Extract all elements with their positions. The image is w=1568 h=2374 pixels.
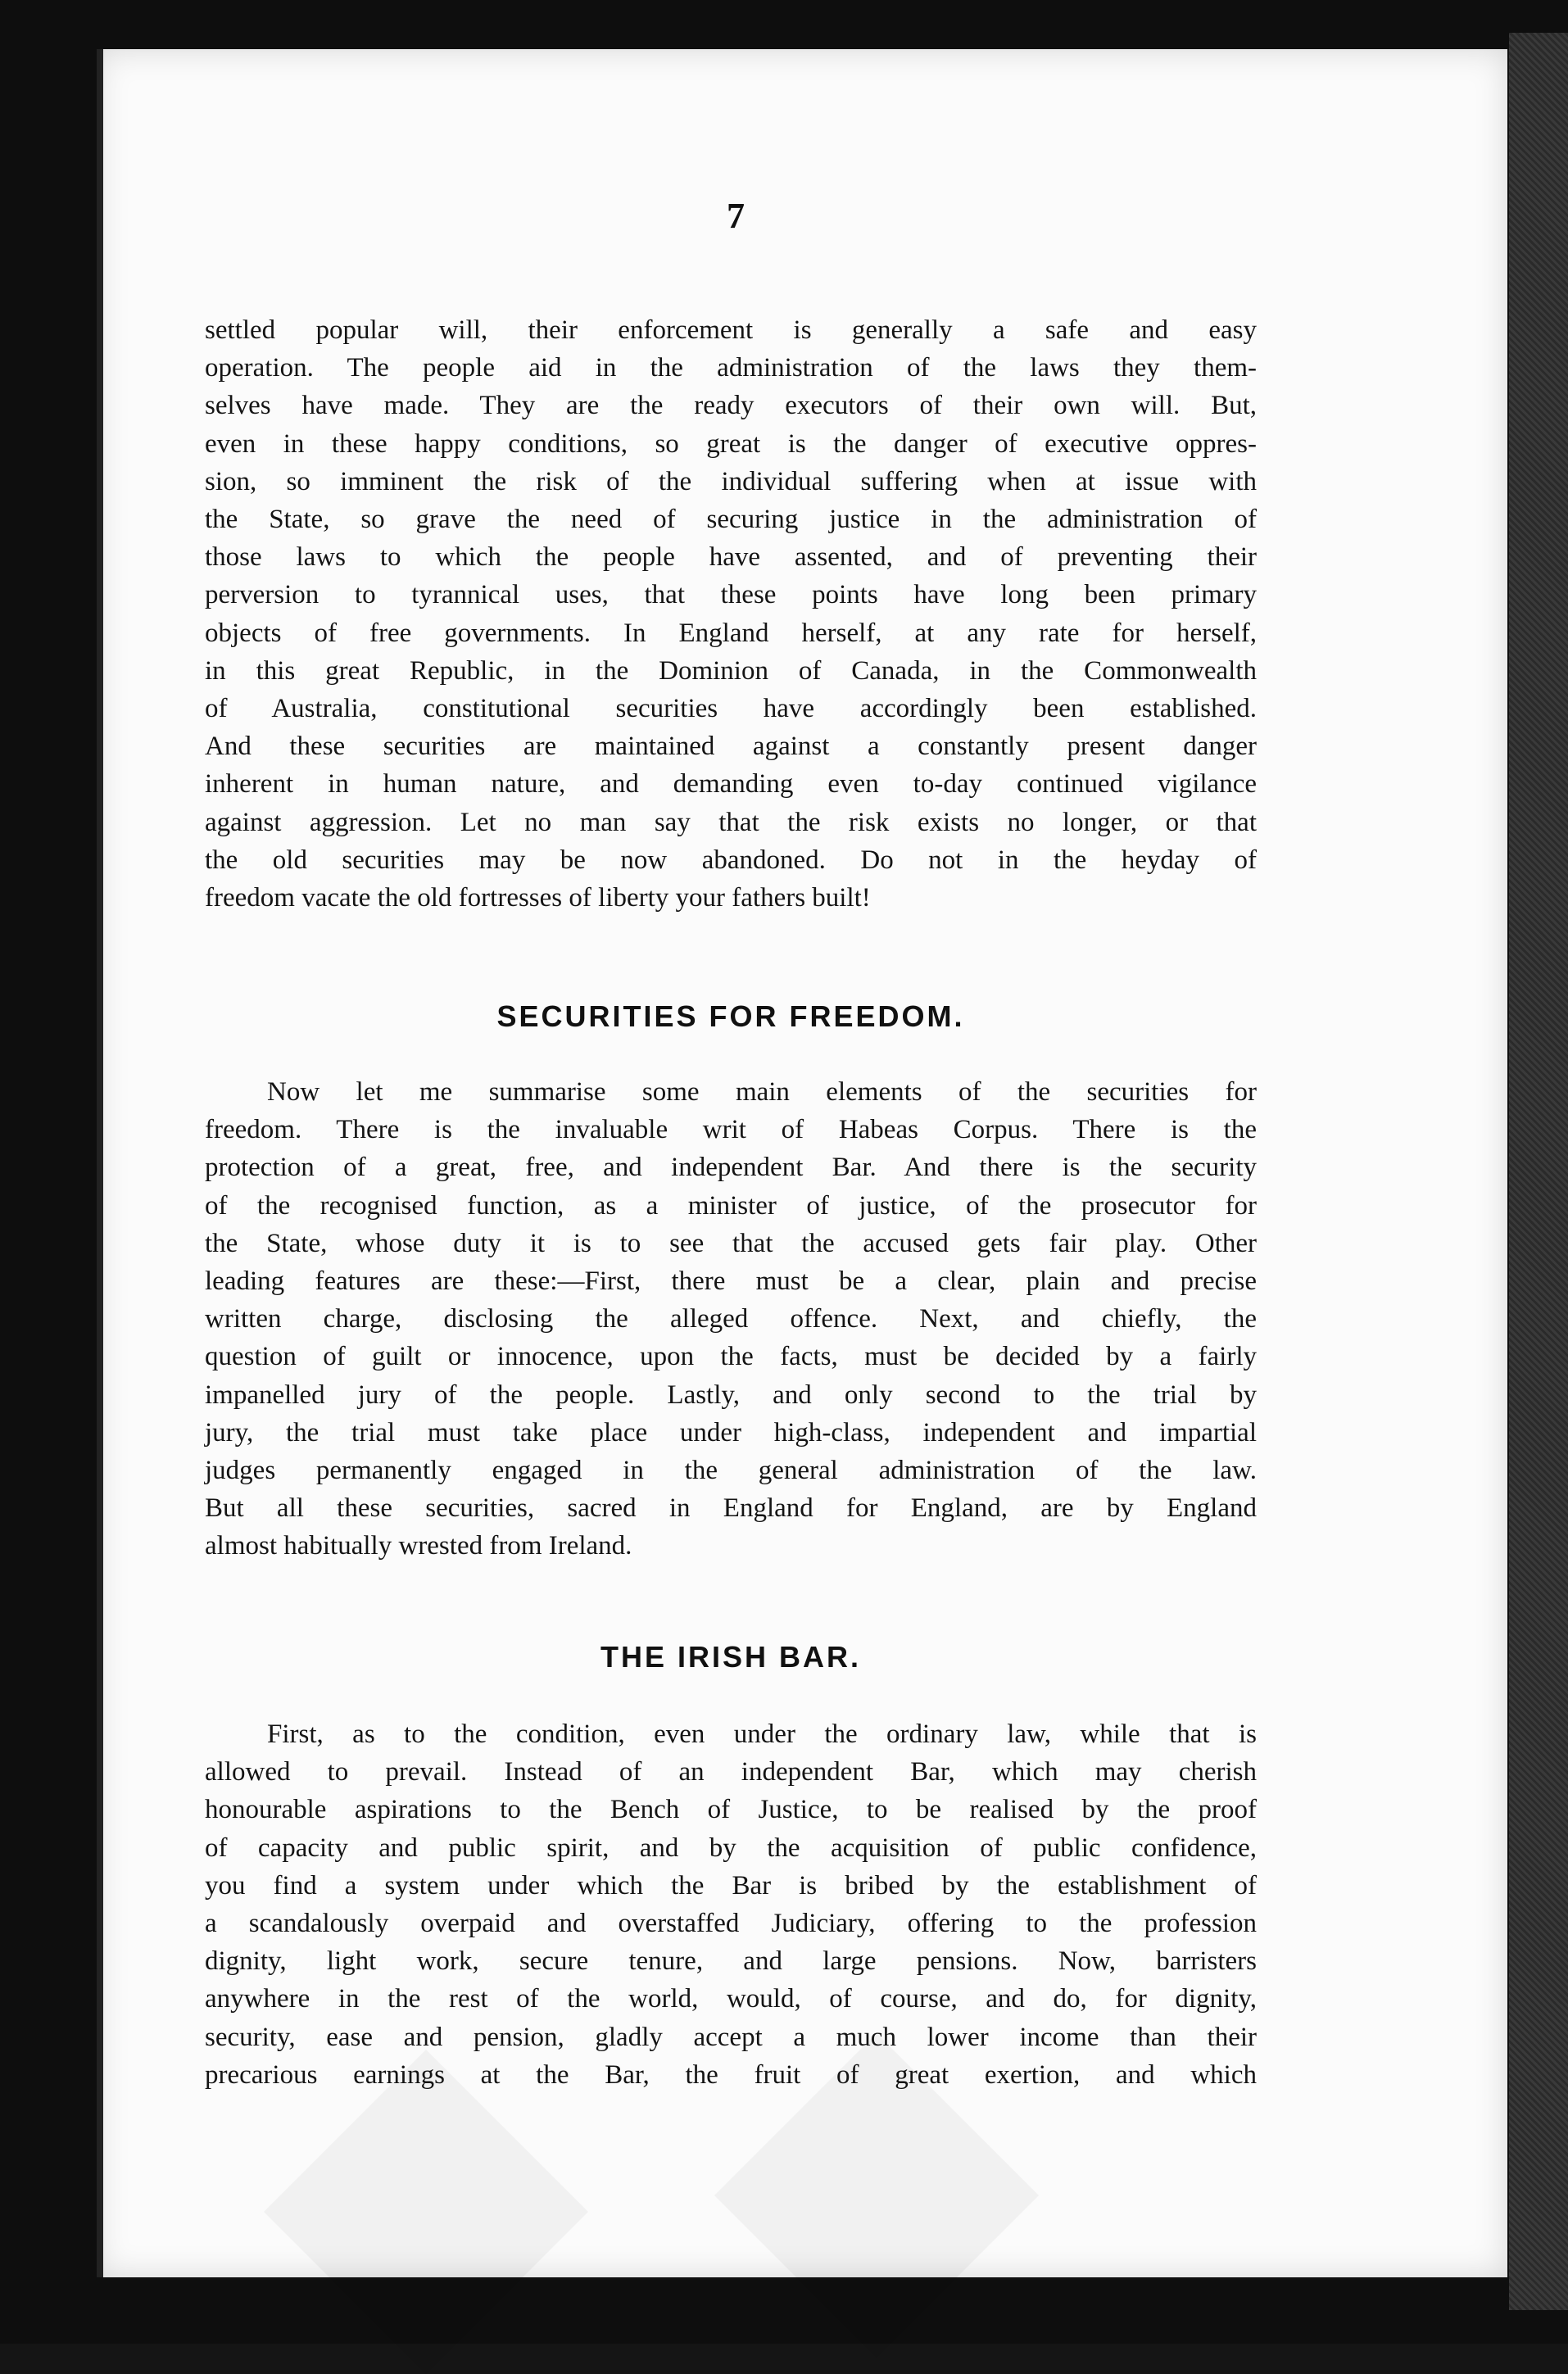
text-line: inherent in human nature, and demanding even to-day continued vigilance [205, 769, 1257, 800]
page-binding-edge [97, 49, 103, 2277]
text-line: of Australia, constitutional securities have accordingly been established. [205, 694, 1257, 724]
text-line: freedom. There is the invaluable writ of Habeas Corpus. There is the [205, 1115, 1257, 1145]
text-line: jury, the trial must take place under high-class, independent and impartial [205, 1417, 1257, 1448]
text-line: First, as to the condition, even under the ordinary law, while that is [267, 1719, 1257, 1749]
text-line: of capacity and public spirit, and by the acquisition of public confidence, [205, 1833, 1257, 1863]
text-line: judges permanently engaged in the general administration of the law. [205, 1456, 1257, 1486]
text-line: against aggression. Let no man say that the risk exists no longer, or that [205, 807, 1257, 837]
paragraph-1 [205, 311, 1257, 917]
text-line: And these securities are maintained against a constantly present danger [205, 732, 1257, 762]
text-line: in this great Republic, in the Dominion of Canada, in the Commonwealth [205, 655, 1257, 686]
text-line: impanelled jury of the people. Lastly, and only second to the trial by [205, 1380, 1257, 1410]
text-line: selves have made. They are the ready executors of their own will. But, [205, 391, 1257, 421]
text-line: anywhere in the rest of the world, would, of course, and do, for dignity, [205, 1984, 1257, 2014]
text-line: sion, so imminent the risk of the individual suffering when at issue with [205, 466, 1257, 496]
section-heading: SECURITIES FOR FREEDOM. [496, 999, 965, 1033]
text-line: objects of free governments. In England herself, at any rate for herself, [205, 618, 1257, 648]
text-line: the State, whose duty it is to see that the accused gets fair play. Other [205, 1228, 1257, 1258]
text-line: honourable aspirations to the Bench of Justice, to be realised by the proof [205, 1795, 1257, 1825]
text-line: dignity, light work, secure tenure, and large pensions. Now, barristers [205, 1946, 1257, 1977]
text-line: even in these happy conditions, so great is the danger of executive oppres- [205, 428, 1257, 459]
book-cover-edge [1509, 33, 1568, 2310]
text-line: security, ease and pension, gladly accept a much lower income than their [205, 2022, 1257, 2052]
text-line: protection of a great, free, and independent Bar. And there is the security [205, 1153, 1257, 1183]
text-line: the State, so grave the need of securing justice in the administration of [205, 505, 1257, 535]
text-line: written charge, disclosing the alleged offence. Next, and chiefly, the [205, 1304, 1257, 1334]
text-line: of the recognised function, as a minister of justice, of the prosecutor for [205, 1190, 1257, 1221]
text-line: precarious earnings at the Bar, the fruit of great exertion, and which [205, 2059, 1257, 2090]
paragraph-3 [205, 1715, 1257, 2094]
section-heading: THE IRISH BAR. [600, 1640, 861, 1674]
text-line: But all these securities, sacred in England for England, are by England [205, 1493, 1257, 1524]
text-line: Now let me summarise some main elements of the securities for [267, 1077, 1257, 1107]
page-number: 7 [727, 196, 745, 236]
text-line: leading features are these:—First, there must be a clear, plain and precise [205, 1266, 1257, 1297]
text-line: perversion to tyrannical uses, that these points have long been primary [205, 580, 1257, 610]
text-line: almost habitually wrested from Ireland. [205, 1531, 632, 1561]
text-line: those laws to which the people have assented, and of preventing their [205, 542, 1257, 573]
text-line: settled popular will, their enforcement is generally a safe and easy [205, 315, 1257, 345]
text-line: the old securities may be now abandoned. Do not in the heyday of [205, 845, 1257, 875]
text-line: allowed to prevail. Instead of an independent Bar, which may cherish [205, 1757, 1257, 1787]
text-line: a scandalously overpaid and overstaffed Judiciary, offering to the profession [205, 1909, 1257, 1939]
text-line: question of guilt or innocence, upon the facts, must be decided by a fairly [205, 1342, 1257, 1372]
text-line: you find a system under which the Bar is bribed by the establishment of [205, 1870, 1257, 1901]
paragraph-2 [205, 1073, 1257, 1565]
text-line: operation. The people aid in the administration of the laws they them- [205, 353, 1257, 383]
text-line: freedom vacate the old fortresses of liberty your fathers built! [205, 883, 871, 913]
